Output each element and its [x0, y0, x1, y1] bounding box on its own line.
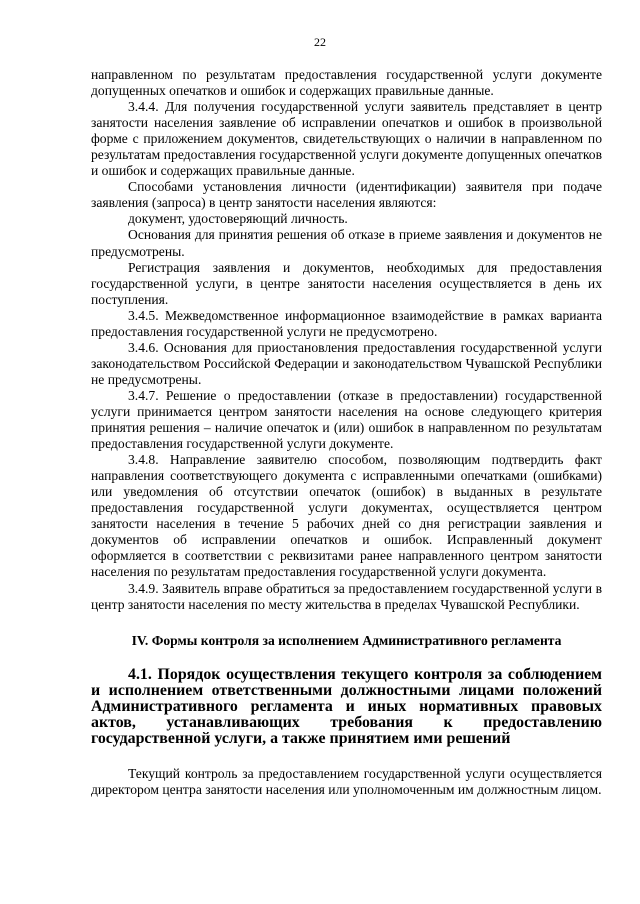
page-number: 22 — [314, 35, 326, 49]
paragraph: 3.4.7. Решение о предоставлении (отказе в предоставлении) государственной услуги принимается центром занятости населения на основе следующего критерия принятия решения – наличие опечаток и (или) ошибок в направленном по результатам предоставления государственной услуги документе. — [91, 387, 602, 452]
paragraph: 3.4.4. Для получения государственной услуги заявитель представляет в центр занятости населения заявление об исправлении опечатков и ошибок в произвольной форме с приложением документов, свидетельствующих о наличии в направленном по результатам предоставления государственной услуги документе допущенных опечатков и ошибок и содержащих правильные данные. — [91, 99, 602, 179]
paragraph: Способами установления личности (идентификации) заявителя при подаче заявления (запроса) в центр занятости населения являются: — [91, 179, 602, 211]
paragraph: документ, удостоверяющий личность. — [128, 211, 348, 227]
section-heading: IV. Формы контроля за исполнением Административного регламента — [131, 632, 562, 648]
paragraph: 3.4.8. Направление заявителю способом, позволяющим подтвердить факт направления соответствующего документа с исправленными опечатками (ошибками) или уведомления об отсутствии опечаток (ошибок) в выданных в результате предоставления государственной услуги документах, осуществляется центром занятости населения в течение 5 рабочих дней со дня регистрации заявления и документов об исправлении опечатков и ошибок. Исправленный документ оформляется в соответствии с реквизитами ранее направленного центром занятости населения по результатам предоставления государственной услуги документа. — [91, 452, 602, 580]
paragraph: Текущий контроль за предоставлением государственной услуги осуществляется директором центра занятости населения или уполномоченным им должностным лицом. — [91, 765, 602, 797]
subsection-heading: 4.1. Порядок осуществления текущего контроля за соблюдением и исполнением ответственными должностными лицами положений Административного регламента и иных нормативных правовых актов, устанавливающих требования к предоставлению государственной услуги, а также принятием ими решений — [91, 665, 602, 748]
paragraph: направленном по результатам предоставления государственной услуги документе допущенных опечатков и ошибок и содержащих правильные данные. — [91, 67, 602, 99]
paragraph: Основания для принятия решения об отказе в приеме заявления и документов не предусмотрены. — [91, 227, 602, 259]
document-body — [91, 67, 602, 798]
paragraph: Регистрация заявления и документов, необходимых для предоставления государственной услуги, в центре занятости населения осуществляется в день их поступления. — [91, 259, 602, 307]
paragraph: 3.4.9. Заявитель вправе обратиться за предоставлением государственной услуги в центр занятости населения по месту жительства в пределах Чувашской Республики. — [91, 580, 602, 612]
paragraph: 3.4.6. Основания для приостановления предоставления государственной услуги законодательством Российской Федерации и законодательством Чувашской Республики не предусмотрены. — [91, 339, 602, 387]
paragraph: 3.4.5. Межведомственное информационное взаимодействие в рамках варианта предоставления государственной услуги не предусмотрено. — [91, 307, 602, 339]
